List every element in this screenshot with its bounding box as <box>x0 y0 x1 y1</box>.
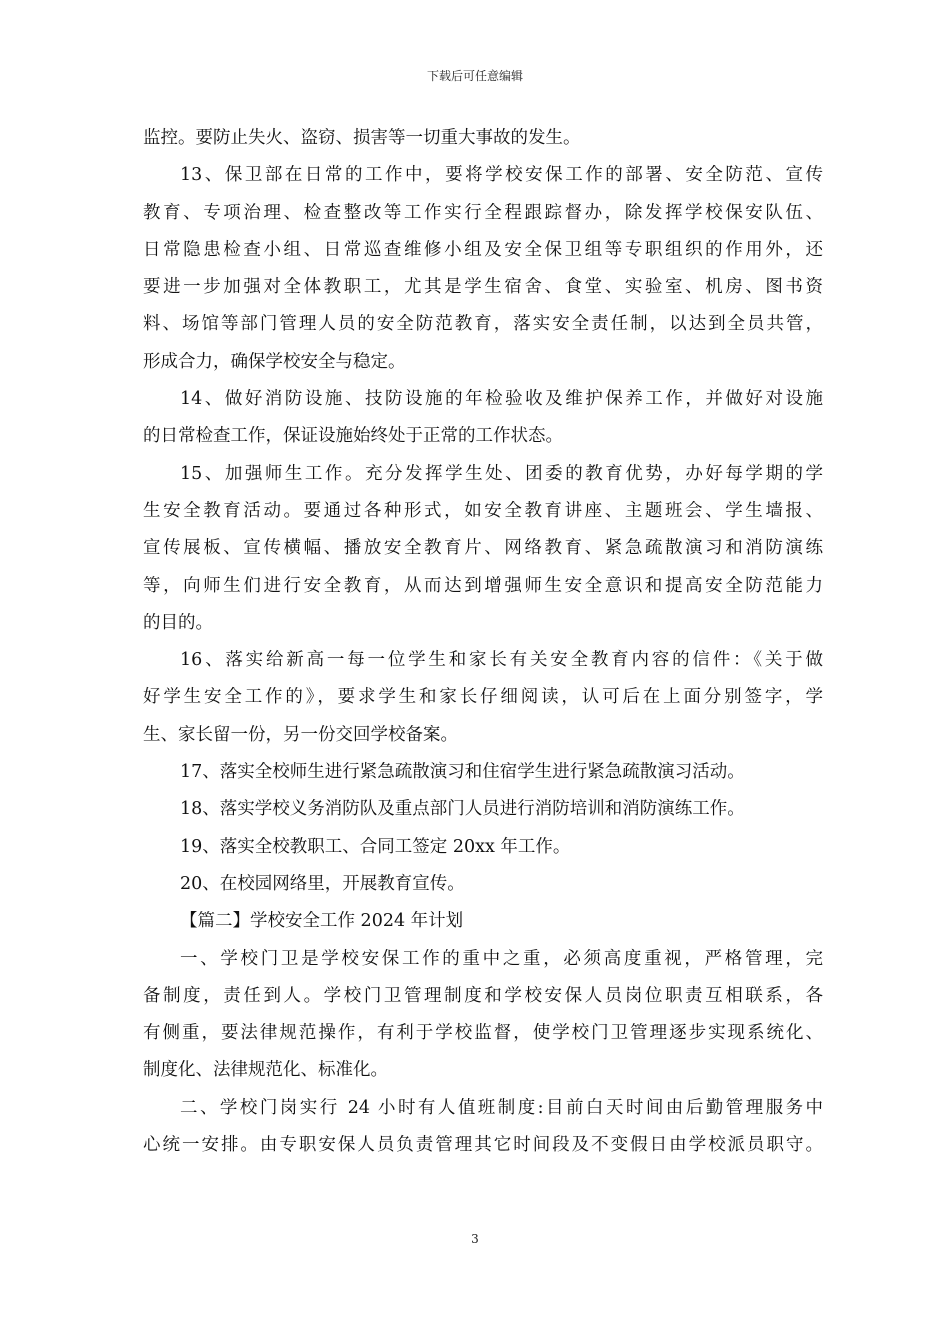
text-line: 二、学校门岗实行 24 小时有人值班制度:目前白天时间由后勤管理服务中 <box>180 1097 823 1118</box>
text-line: 形成合力，确保学校安全与稳定。 <box>143 351 406 372</box>
text-line: 宣传展板、宣传横幅、播放安全教育片、网络教育、紧急疏散演习和消防演练 <box>143 538 823 559</box>
text-line: 监控。要防止失火、盗窃、损害等一切重大事故的发生。 <box>143 128 581 148</box>
text-line: 20、在校园网络里，开展教育宣传。 <box>180 873 465 894</box>
text-line: 制度化、法律规范化、标准化。 <box>143 1060 388 1081</box>
text-line: 要进一步加强对全体教职工，尤其是学生宿舍、食堂、实验室、机房、图书资 <box>143 277 823 298</box>
text-line: 17、落实全校师生进行紧急疏散演习和住宿学生进行紧急疏散演习活动。 <box>180 762 745 783</box>
text-line: 有侧重，要法律规范操作，有利于学校监督，使学校门卫管理逐步实现系统化、 <box>143 1023 823 1044</box>
text-line: 备制度，责任到人。学校门卫管理制度和学校安保人员岗位职责互相联系，各 <box>143 985 823 1006</box>
text-line: 19、落实全校教职工、合同工签定 20xx 年工作。 <box>180 836 571 857</box>
text-line: 【篇二】学校安全工作 2024 年计划 <box>180 911 464 932</box>
document-body <box>143 120 823 1164</box>
text-line: 日常隐患检查小组、日常巡查维修小组及安全保卫组等专职组织的作用外，还 <box>143 239 823 260</box>
page-header: 下载后可任意编辑 <box>426 69 523 83</box>
text-line: 教育、专项治理、检查整改等工作实行全程跟踪督办，除发挥学校保安队伍、 <box>143 202 823 223</box>
text-line: 15、加强师生工作。充分发挥学生处、团委的教育优势，办好每学期的学 <box>180 463 823 484</box>
text-line: 等，向师生们进行安全教育，从而达到增强师生安全意识和提高安全防范能力 <box>143 575 823 596</box>
text-line: 14、做好消防设施、技防设施的年检验收及维护保养工作，并做好对设施 <box>180 389 823 410</box>
text-line: 生、家长留一份，另一份交回学校备案。 <box>143 724 458 745</box>
page-number: 3 <box>471 1232 479 1246</box>
text-line: 的目的。 <box>143 612 213 633</box>
text-line: 一、学校门卫是学校安保工作的重中之重，必须高度重视，严格管理，完 <box>180 948 823 969</box>
text-line: 生安全教育活动。要通过各种形式，如安全教育讲座、主题班会、学生墙报、 <box>143 500 823 521</box>
text-line: 的日常检查工作，保证设施始终处于正常的工作状态。 <box>143 426 563 447</box>
text-line: 13、保卫部在日常的工作中，要将学校安保工作的部署、安全防范、宣传 <box>180 165 823 186</box>
text-line: 好学生安全工作的》，要求学生和家长仔细阅读，认可后在上面分别签字，学 <box>143 687 823 708</box>
text-line: 18、落实学校义务消防队及重点部门人员进行消防培训和消防演练工作。 <box>180 799 745 820</box>
text-line: 心统一安排。由专职安保人员负责管理其它时间段及不变假日由学校派员职守。 <box>143 1135 823 1156</box>
text-line: 16、落实给新高一每一位学生和家长有关安全教育内容的信件：《关于做 <box>180 650 823 671</box>
text-line: 料、场馆等部门管理人员的安全防范教育，落实安全责任制，以达到全员共管， <box>143 314 823 335</box>
